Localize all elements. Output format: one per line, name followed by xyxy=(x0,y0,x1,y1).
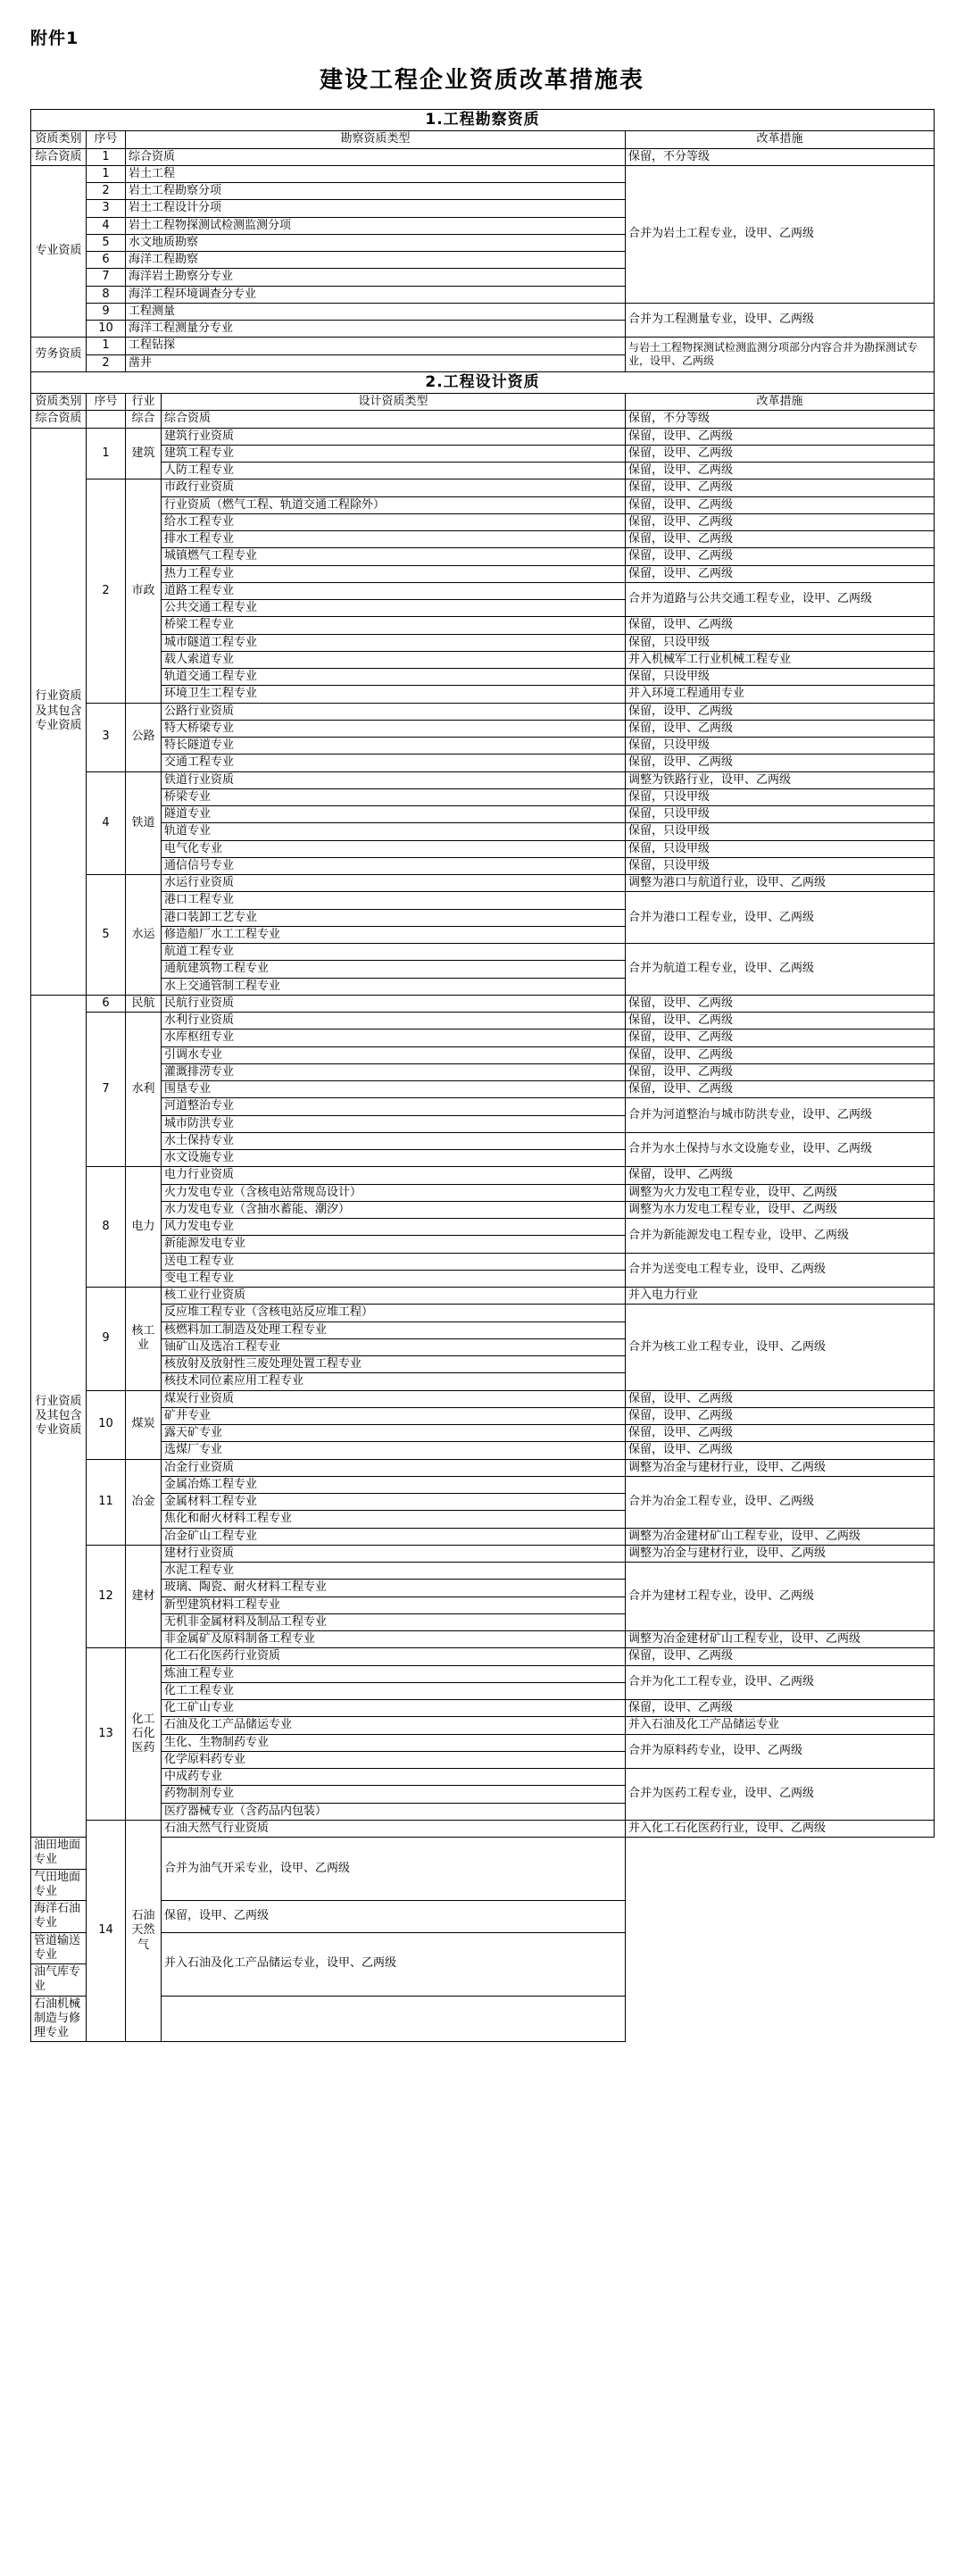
row-no: 2 xyxy=(87,354,126,371)
row-no: 8 xyxy=(87,286,126,303)
reform-measure: 保留，设甲、乙两级 xyxy=(162,1901,626,1933)
qualification-type: 医疗器械专业（含药品内包装） xyxy=(162,1803,626,1820)
reform-measure: 合并为水土保持与水文设施专业，设甲、乙两级 xyxy=(626,1132,935,1167)
category-cell: 综合资质 xyxy=(31,148,87,165)
qualification-type: 化工工程专业 xyxy=(162,1682,626,1699)
reform-measure: 合并为建材工程专业，设甲、乙两级 xyxy=(626,1563,935,1631)
reform-measure: 保留，设甲、乙两级 xyxy=(626,513,935,530)
qualification-type: 载人索道专业 xyxy=(162,651,626,668)
reform-measure: 保留，设甲、乙两级 xyxy=(626,496,935,513)
reform-measure: 保留，设甲、乙两级 xyxy=(626,1030,935,1046)
reform-measure: 保留，设甲、乙两级 xyxy=(626,1442,935,1459)
page-title: 建设工程企业资质改革措施表 xyxy=(319,67,644,94)
qualification-type: 水库枢纽专业 xyxy=(162,1030,626,1046)
reform-measure: 并入化工石化医药行业，设甲、乙两级 xyxy=(626,1820,935,1837)
qualification-type: 凿井 xyxy=(126,354,626,371)
reform-measure: 保留，只设甲级 xyxy=(626,634,935,651)
qualification-type: 焦化和耐火材料工程专业 xyxy=(162,1511,626,1528)
qualification-type: 灌溉排涝专业 xyxy=(162,1063,626,1080)
qualification-type: 人防工程专业 xyxy=(162,463,626,479)
row-no: 7 xyxy=(87,1013,126,1167)
row-no: 4 xyxy=(87,217,126,234)
industry-cell: 水利 xyxy=(126,1013,162,1167)
qualification-type: 风力发电专业 xyxy=(162,1219,626,1236)
reform-measure: 保留，设甲、乙两级 xyxy=(626,1407,935,1424)
row-no: 9 xyxy=(87,303,126,320)
industry-cell: 铁道 xyxy=(126,771,162,875)
qualification-type: 化工石化医药行业资质 xyxy=(162,1648,626,1665)
qualification-type: 油田地面专业 xyxy=(31,1838,87,1870)
header-no: 序号 xyxy=(87,131,126,148)
qualification-type: 岩土工程设计分项 xyxy=(126,200,626,217)
qualification-type: 新型建筑材料工程专业 xyxy=(162,1596,626,1613)
qualification-type: 无机非金属材料及制品工程专业 xyxy=(162,1613,626,1630)
industry-cell: 综合 xyxy=(126,411,162,428)
row-no: 8 xyxy=(87,1167,126,1288)
reform-measure: 并入石油及化工产品储运专业，设甲、乙两级 xyxy=(162,1932,626,1996)
row-no: 6 xyxy=(87,252,126,269)
qualification-type: 石油及化工产品储运专业 xyxy=(162,1717,626,1734)
row-no: 2 xyxy=(87,479,126,703)
header-no: 序号 xyxy=(87,394,126,411)
row-no: 1 xyxy=(87,338,126,354)
row-no: 11 xyxy=(87,1459,126,1545)
qualification-type: 中成药专业 xyxy=(162,1769,626,1786)
qualification-type: 桥梁专业 xyxy=(162,788,626,805)
header-measure: 改革措施 xyxy=(626,131,935,148)
row-no: 6 xyxy=(87,995,126,1012)
qualification-type: 热力工程专业 xyxy=(162,565,626,582)
reform-measure: 保留，设甲、乙两级 xyxy=(626,720,935,737)
row-no: 5 xyxy=(87,875,126,996)
reform-measure: 合并为送变电工程专业，设甲、乙两级 xyxy=(626,1253,935,1288)
reform-measure: 保留，设甲、乙两级 xyxy=(626,1013,935,1030)
reform-measure: 合并为冶金工程专业，设甲、乙两级 xyxy=(626,1476,935,1528)
reform-measure: 调整为火力发电工程专业，设甲、乙两级 xyxy=(626,1184,935,1201)
header-industry: 行业 xyxy=(126,394,162,411)
industry-cell: 建材 xyxy=(126,1545,162,1648)
reform-measure: 合并为港口工程专业，设甲、乙两级 xyxy=(626,892,935,944)
reform-measures-table xyxy=(30,109,935,2042)
qualification-type: 火力发电专业（含核电站常规岛设计） xyxy=(162,1184,626,1201)
reform-measure: 保留，只设甲级 xyxy=(626,823,935,840)
qualification-type: 综合资质 xyxy=(162,411,626,428)
reform-measure: 合并为航道工程专业，设甲、乙两级 xyxy=(626,944,935,996)
category-cell-行业资质及其包含专业资质: 行业资质及其包含专业资质 xyxy=(31,428,87,995)
qualification-type: 送电工程专业 xyxy=(162,1253,626,1270)
qualification-type: 非金属矿及原料制备工程专业 xyxy=(162,1631,626,1648)
qualification-type: 冶金矿山工程专业 xyxy=(162,1528,626,1545)
qualification-type: 通信信号专业 xyxy=(162,857,626,874)
qualification-type: 建材行业资质 xyxy=(162,1545,626,1562)
industry-cell: 核工业 xyxy=(126,1288,162,1391)
reform-measure: 调整为铁路行业，设甲、乙两级 xyxy=(626,771,935,788)
qualification-type: 行业资质（燃气工程、轨道交通工程除外） xyxy=(162,496,626,513)
reform-measure xyxy=(162,1996,626,2042)
qualification-type: 工程钻探 xyxy=(126,338,626,354)
qualification-type: 冶金行业资质 xyxy=(162,1459,626,1476)
row-no: 1 xyxy=(87,148,126,165)
reform-measure: 保留，设甲、乙两级 xyxy=(626,1081,935,1098)
reform-measure: 合并为油气开采专业，设甲、乙两级 xyxy=(162,1838,626,1901)
qualification-type: 炼油工程专业 xyxy=(162,1665,626,1682)
qualification-type: 水利行业资质 xyxy=(162,1013,626,1030)
qualification-type: 核工业行业资质 xyxy=(162,1288,626,1305)
row-no: 13 xyxy=(87,1648,126,1821)
header-type: 设计资质类型 xyxy=(162,394,626,411)
qualification-type: 道路工程专业 xyxy=(162,582,626,599)
qualification-type: 水文地质勘察 xyxy=(126,234,626,251)
reform-measure: 保留，只设甲级 xyxy=(626,840,935,857)
reform-measure: 调整为冶金与建材行业，设甲、乙两级 xyxy=(626,1545,935,1562)
qualification-type: 煤炭行业资质 xyxy=(162,1390,626,1407)
qualification-type: 核技术同位素应用工程专业 xyxy=(162,1373,626,1390)
reform-measure: 保留，不分等级 xyxy=(626,411,935,428)
qualification-type: 核燃料加工制造及处理工程专业 xyxy=(162,1321,626,1338)
qualification-type: 水土保持专业 xyxy=(162,1132,626,1149)
qualification-type: 海洋工程勘察 xyxy=(126,252,626,269)
header-category: 资质类别 xyxy=(31,131,87,148)
qualification-type: 石油机械制造与修理专业 xyxy=(31,1996,87,2042)
reform-measure: 保留，设甲、乙两级 xyxy=(626,1700,935,1717)
qualification-type: 石油天然气行业资质 xyxy=(162,1820,626,1837)
reform-measure: 与岩土工程物探测试检测监测分项部分内容合并为勘探测试专业，设甲、乙两级 xyxy=(626,338,935,372)
qualification-type: 特长隧道专业 xyxy=(162,738,626,754)
reform-measure: 保留，设甲、乙两级 xyxy=(626,548,935,565)
industry-cell: 化工石化医药 xyxy=(126,1648,162,1821)
header-category: 资质类别 xyxy=(31,394,87,411)
qualification-type: 建筑工程专业 xyxy=(162,445,626,462)
reform-measure: 保留，设甲、乙两级 xyxy=(626,754,935,771)
row-no: 3 xyxy=(87,200,126,217)
qualification-type: 交通工程专业 xyxy=(162,754,626,771)
reform-measure: 保留，设甲、乙两级 xyxy=(626,479,935,496)
qualification-type: 核放射及放射性三废处理处置工程专业 xyxy=(162,1356,626,1373)
reform-measure: 并入机械军工行业机械工程专业 xyxy=(626,651,935,668)
qualification-type: 河道整治专业 xyxy=(162,1098,626,1115)
category-cell: 专业资质 xyxy=(31,165,87,338)
row-no: 12 xyxy=(87,1545,126,1648)
qualification-type: 变电工程专业 xyxy=(162,1270,626,1287)
qualification-type: 民航行业资质 xyxy=(162,995,626,1012)
qualification-type: 城市防洪专业 xyxy=(162,1115,626,1132)
qualification-type: 环境卫生工程专业 xyxy=(162,686,626,703)
qualification-type: 水力发电专业（含抽水蓄能、潮汐） xyxy=(162,1201,626,1218)
category-cell: 综合资质 xyxy=(31,411,87,428)
industry-cell: 市政 xyxy=(126,479,162,703)
qualification-type: 公共交通工程专业 xyxy=(162,600,626,617)
qualification-type: 岩土工程 xyxy=(126,165,626,182)
row-no: 7 xyxy=(87,269,126,286)
qualification-type: 桥梁工程专业 xyxy=(162,617,626,634)
reform-measure: 合并为岩土工程专业，设甲、乙两级 xyxy=(626,165,935,303)
qualification-type: 海洋工程测量分专业 xyxy=(126,321,626,338)
header-type: 勘察资质类型 xyxy=(126,131,626,148)
reform-measure: 调整为港口与航道行业，设甲、乙两级 xyxy=(626,875,935,892)
reform-measure: 保留，只设甲级 xyxy=(626,857,935,874)
qualification-type: 工程测量 xyxy=(126,303,626,320)
reform-measure: 保留，设甲、乙两级 xyxy=(626,1390,935,1407)
qualification-type: 港口工程专业 xyxy=(162,892,626,909)
qualification-type: 电气化专业 xyxy=(162,840,626,857)
category-cell: 劳务资质 xyxy=(31,338,87,372)
qualification-type: 城市隧道工程专业 xyxy=(162,634,626,651)
qualification-type: 化工矿山专业 xyxy=(162,1700,626,1717)
reform-measure: 调整为水力发电工程专业，设甲、乙两级 xyxy=(626,1201,935,1218)
qualification-type: 水上交通管制工程专业 xyxy=(162,978,626,995)
qualification-type: 选煤厂专业 xyxy=(162,1442,626,1459)
industry-cell: 公路 xyxy=(126,703,162,771)
qualification-type: 给水工程专业 xyxy=(162,513,626,530)
industry-cell: 石油天然气 xyxy=(126,1820,162,2042)
qualification-type: 矿井专业 xyxy=(162,1407,626,1424)
industry-cell: 冶金 xyxy=(126,1459,162,1545)
row-no xyxy=(87,411,126,428)
qualification-type: 铁道行业资质 xyxy=(162,771,626,788)
reform-measure: 合并为医药工程专业，设甲、乙两级 xyxy=(626,1769,935,1821)
header-measure: 改革措施 xyxy=(626,394,935,411)
reform-measure: 保留，设甲、乙两级 xyxy=(626,1046,935,1063)
qualification-type: 水文设施专业 xyxy=(162,1150,626,1167)
row-no: 3 xyxy=(87,703,126,771)
qualification-type: 露天矿专业 xyxy=(162,1425,626,1442)
qualification-type: 航道工程专业 xyxy=(162,944,626,961)
industry-cell: 民航 xyxy=(126,995,162,1012)
qualification-type: 修造船厂水工工程专业 xyxy=(162,926,626,943)
reform-measure: 合并为河道整治与城市防洪专业，设甲、乙两级 xyxy=(626,1098,935,1133)
category-cell-行业资质及其包含专业资质-2: 行业资质及其包含专业资质 xyxy=(31,995,87,1837)
row-no: 4 xyxy=(87,771,126,875)
attachment-label: 附件1 xyxy=(30,29,79,48)
reform-measure: 合并为核工业工程专业，设甲、乙两级 xyxy=(626,1305,935,1390)
qualification-type: 轨道专业 xyxy=(162,823,626,840)
row-no: 5 xyxy=(87,234,126,251)
qualification-type: 港口装卸工艺专业 xyxy=(162,909,626,926)
qualification-type: 岩土工程物探测试检测监测分项 xyxy=(126,217,626,234)
qualification-type: 气田地面专业 xyxy=(31,1869,87,1901)
qualification-type: 围垦专业 xyxy=(162,1081,626,1098)
reform-measure: 保留，设甲、乙两级 xyxy=(626,1648,935,1665)
reform-measure: 保留，只设甲级 xyxy=(626,806,935,823)
section-2-title: 2.工程设计资质 xyxy=(31,371,935,393)
industry-cell: 水运 xyxy=(126,875,162,996)
reform-measure: 保留，设甲、乙两级 xyxy=(626,1063,935,1080)
qualification-type: 化学原料药专业 xyxy=(162,1751,626,1768)
row-no: 1 xyxy=(87,428,126,479)
reform-measure: 保留，设甲、乙两级 xyxy=(626,445,935,462)
qualification-type: 金属材料工程专业 xyxy=(162,1494,626,1511)
reform-measure: 保留，设甲、乙两级 xyxy=(626,995,935,1012)
reform-measure: 并入石油及化工产品储运专业 xyxy=(626,1717,935,1734)
row-no: 14 xyxy=(87,1820,126,2042)
qualification-type: 引调水专业 xyxy=(162,1046,626,1063)
qualification-type: 反应堆工程专业（含核电站反应堆工程） xyxy=(162,1305,626,1321)
row-no: 1 xyxy=(87,165,126,182)
qualification-type: 水泥工程专业 xyxy=(162,1563,626,1580)
qualification-type: 隧道专业 xyxy=(162,806,626,823)
qualification-type: 水运行业资质 xyxy=(162,875,626,892)
qualification-type: 建筑行业资质 xyxy=(162,428,626,445)
qualification-type: 药物制剂专业 xyxy=(162,1786,626,1803)
reform-measure: 保留，设甲、乙两级 xyxy=(626,703,935,720)
qualification-type: 岩土工程勘察分项 xyxy=(126,183,626,200)
qualification-type: 电力行业资质 xyxy=(162,1167,626,1184)
reform-measure: 保留，设甲、乙两级 xyxy=(626,428,935,445)
row-no: 2 xyxy=(87,183,126,200)
qualification-type: 综合资质 xyxy=(126,148,626,165)
qualification-type: 油气库专业 xyxy=(31,1964,87,1997)
qualification-type: 海洋石油专业 xyxy=(31,1901,87,1933)
reform-measure: 合并为化工工程专业，设甲、乙两级 xyxy=(626,1665,935,1700)
reform-measure: 并入环境工程通用专业 xyxy=(626,686,935,703)
reform-measure: 保留，设甲、乙两级 xyxy=(626,565,935,582)
qualification-type: 轨道交通工程专业 xyxy=(162,669,626,686)
qualification-type: 特大桥梁专业 xyxy=(162,720,626,737)
reform-measure: 保留，只设甲级 xyxy=(626,738,935,754)
reform-measure: 保留，只设甲级 xyxy=(626,669,935,686)
reform-measure: 保留，设甲、乙两级 xyxy=(626,617,935,634)
qualification-type: 通航建筑物工程专业 xyxy=(162,961,626,978)
reform-measure: 合并为新能源发电工程专业，设甲、乙两级 xyxy=(626,1219,935,1254)
qualification-type: 玻璃、陶瓷、耐火材料工程专业 xyxy=(162,1580,626,1596)
qualification-type: 海洋岩土勘察分专业 xyxy=(126,269,626,286)
qualification-type: 生化、生物制药专业 xyxy=(162,1734,626,1751)
reform-measure: 调整为冶金与建材行业，设甲、乙两级 xyxy=(626,1459,935,1476)
reform-measure: 保留，只设甲级 xyxy=(626,788,935,805)
row-no: 10 xyxy=(87,1390,126,1459)
qualification-type: 公路行业资质 xyxy=(162,703,626,720)
reform-measure: 保留，设甲、乙两级 xyxy=(626,1425,935,1442)
row-no: 10 xyxy=(87,321,126,338)
qualification-type: 新能源发电专业 xyxy=(162,1236,626,1253)
qualification-type: 金属冶炼工程专业 xyxy=(162,1476,626,1493)
reform-measure: 保留，设甲、乙两级 xyxy=(626,1167,935,1184)
reform-measure: 合并为道路与公共交通工程专业，设甲、乙两级 xyxy=(626,582,935,617)
qualification-type: 海洋工程环境调查分专业 xyxy=(126,286,626,303)
qualification-type: 铀矿山及选冶工程专业 xyxy=(162,1338,626,1355)
reform-measure: 合并为原料药专业，设甲、乙两级 xyxy=(626,1734,935,1769)
qualification-type: 市政行业资质 xyxy=(162,479,626,496)
reform-measure: 调整为冶金建材矿山工程专业，设甲、乙两级 xyxy=(626,1528,935,1545)
row-no: 9 xyxy=(87,1288,126,1391)
industry-cell: 电力 xyxy=(126,1167,162,1288)
reform-measure: 并入电力行业 xyxy=(626,1288,935,1305)
industry-cell: 建筑 xyxy=(126,428,162,479)
industry-cell: 煤炭 xyxy=(126,1390,162,1459)
qualification-type: 排水工程专业 xyxy=(162,531,626,548)
reform-measure: 保留，不分等级 xyxy=(626,148,935,165)
reform-measure: 合并为工程测量专业，设甲、乙两级 xyxy=(626,303,935,338)
reform-measure: 调整为冶金建材矿山工程专业，设甲、乙两级 xyxy=(626,1631,935,1648)
reform-measure: 保留，设甲、乙两级 xyxy=(626,463,935,479)
reform-measure: 保留，设甲、乙两级 xyxy=(626,531,935,548)
qualification-type: 管道输送专业 xyxy=(31,1932,87,1964)
qualification-type: 城镇燃气工程专业 xyxy=(162,548,626,565)
section-1-title: 1.工程勘察资质 xyxy=(31,110,935,131)
